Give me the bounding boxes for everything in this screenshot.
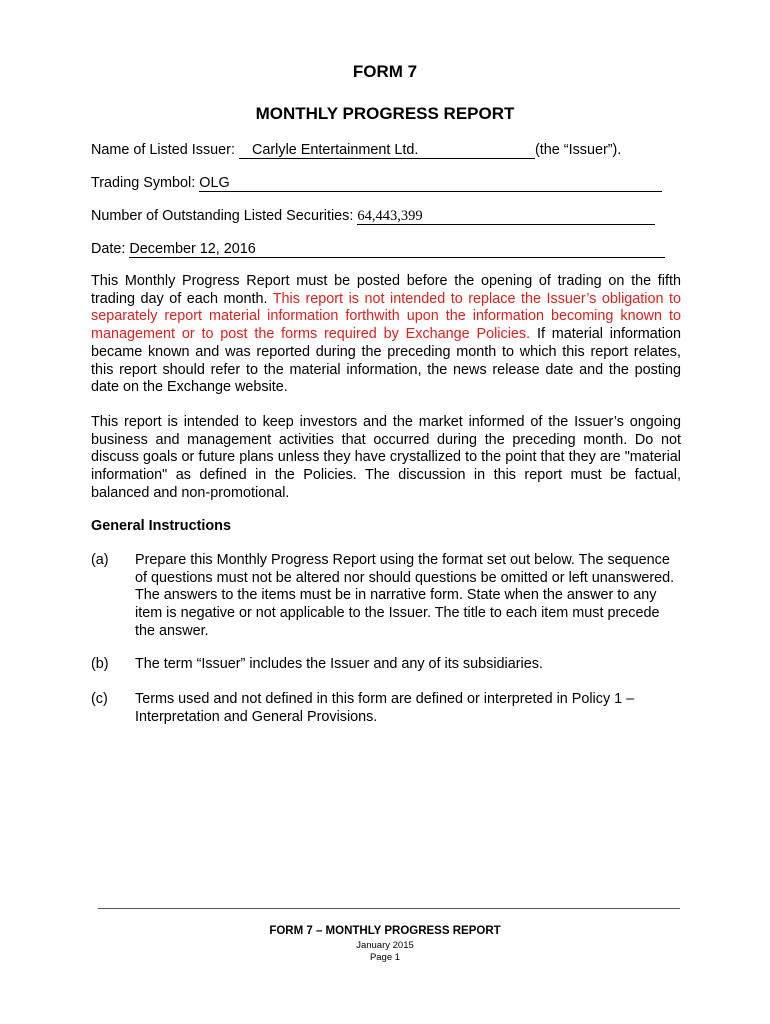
instruction-marker: (a) bbox=[91, 552, 109, 568]
securities-label: Number of Outstanding Listed Securities: bbox=[91, 208, 354, 224]
symbol-label: Trading Symbol: bbox=[91, 175, 196, 191]
purpose-paragraph: This report is intended to keep investors and the market informed of the Issuer’s ongoing business and management activities that occurred during the preceding month. Do not discuss goals or future plans unless they have crystallized to the point that they are "material information" as defined in the Policies. The discussion in this report must be factual, balanced and non-promotional. bbox=[91, 414, 681, 501]
securities-value-line bbox=[357, 208, 655, 225]
instruction-text: The term “Issuer” includes the Issuer and any of its subsidiaries. bbox=[135, 656, 543, 672]
footer-divider bbox=[98, 908, 680, 909]
paragraph1-intro: This Monthly Progress Report must be posted before the opening of trading on the fifth trading day of each month. bbox=[91, 273, 681, 307]
footer-title: FORM 7 – MONTHLY PROGRESS REPORT bbox=[269, 925, 501, 937]
symbol-value: OLG bbox=[199, 175, 230, 191]
issuer-suffix: (the “Issuer”). bbox=[534, 142, 622, 158]
posting-requirements-paragraph bbox=[91, 273, 681, 397]
symbol-value-line bbox=[199, 175, 662, 192]
symbol-field bbox=[91, 174, 662, 192]
issuer-value-line bbox=[239, 142, 535, 159]
report-title: MONTHLY PROGRESS REPORT bbox=[255, 104, 515, 123]
paragraph1-rest: If material information became known and was reported during the preceding month to which this report relates, this report should refer to the material information, the news release date and the posting date on the Exchange website. bbox=[91, 326, 681, 396]
issuer-value: Carlyle Entertainment Ltd. bbox=[251, 142, 419, 158]
instruction-text: Terms used and not defined in this form are defined or interpreted in Policy 1 – Interpretation and General Provisions. bbox=[135, 691, 635, 725]
general-instructions-heading: General Instructions bbox=[91, 518, 231, 534]
instruction-text: Prepare this Monthly Progress Report using the format set out below. The sequence of questions must not be altered nor should questions be omitted or left unanswered. The answers to the items must be in narrative form. State when the answer to any item is negative or not applicable to the Issuer. The title to each item must precede the answer. bbox=[135, 552, 675, 639]
page-number: Page 1 bbox=[369, 952, 401, 963]
instruction-marker: (c) bbox=[91, 691, 108, 707]
issuer-label: Name of Listed Issuer: bbox=[91, 142, 235, 158]
securities-field bbox=[91, 207, 655, 225]
paragraph1-warning: This report is not intended to replace the Issuer’s obligation to separately report material information forthwith upon the information becoming known to management or to post the forms required by Exchange Policies. bbox=[91, 290, 682, 343]
issuer-field bbox=[91, 141, 621, 159]
date-value-line bbox=[129, 241, 665, 258]
footer-date: January 2015 bbox=[356, 940, 414, 951]
date-field bbox=[91, 240, 665, 258]
date-label: Date: bbox=[91, 241, 126, 257]
form-title: FORM 7 bbox=[352, 62, 418, 81]
securities-value: 64,443,399 bbox=[357, 208, 423, 224]
date-value: December 12, 2016 bbox=[129, 241, 256, 257]
instruction-marker: (b) bbox=[91, 656, 109, 672]
